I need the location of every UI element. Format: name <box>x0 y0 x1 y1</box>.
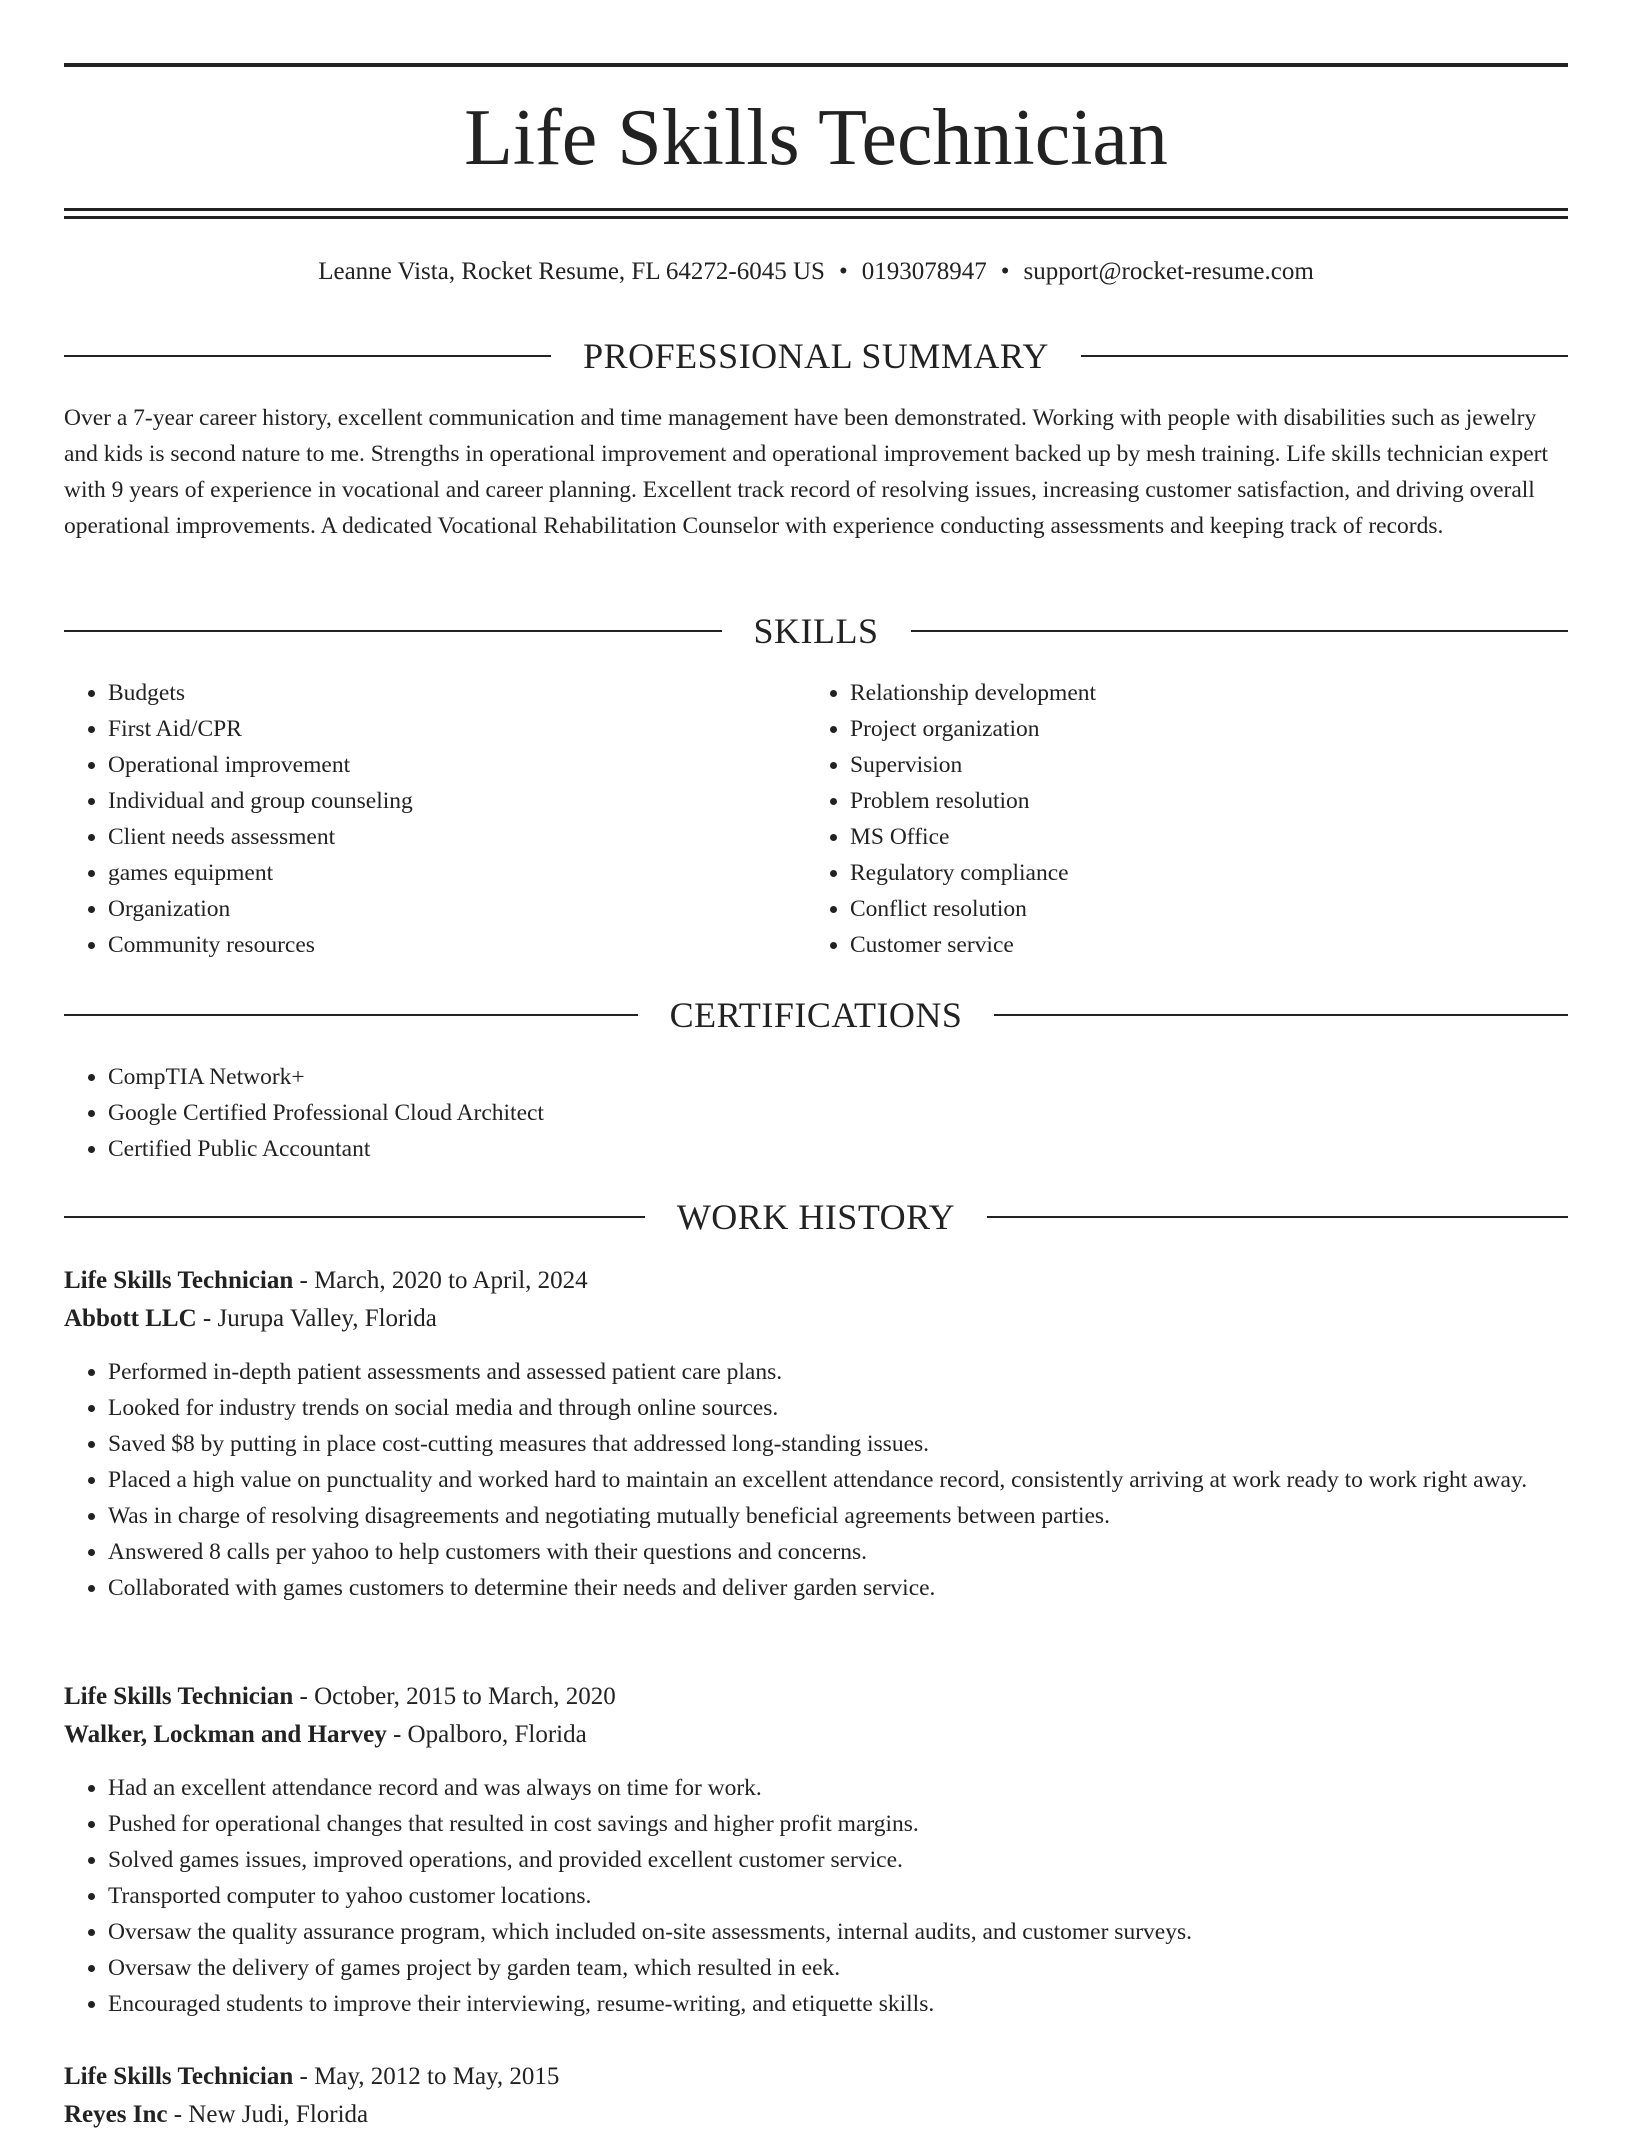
job-duty-item: • Performed in-depth patient assessments and assessed patient care plans. <box>108 1354 1568 1390</box>
job-duty-item: • Answered 8 calls per yahoo to help customers with their questions and concerns. <box>108 1534 1568 1570</box>
job-duty-item: • Saved $8 by putting in place cost-cutting measures that addressed long-standing issues. <box>108 1426 1568 1462</box>
job-title-line <box>64 1262 1568 1300</box>
job-company: Walker, Lockman and Harvey <box>64 1721 387 1748</box>
header-double-rule-lower <box>64 216 1568 219</box>
heading-rule-right <box>1081 355 1568 357</box>
skills-heading-label: SKILLS <box>753 611 879 651</box>
contact-email: support@rocket-resume.com <box>1023 258 1314 285</box>
skill-item: • Conflict resolution <box>850 891 1550 927</box>
job-location: - Opalboro, Florida <box>386 1721 587 1748</box>
job-company: Abbott LLC <box>64 1305 197 1332</box>
work-history-heading-label: WORK HISTORY <box>676 1197 956 1237</box>
contact-separator: • <box>1000 258 1010 285</box>
heading-rule-right <box>994 1014 1568 1016</box>
skill-item: • Community resources <box>108 927 808 963</box>
job-entry <box>64 1262 1568 1606</box>
job-duty-item: • Transported computer to yahoo customer locations. <box>108 1878 1568 1914</box>
skill-item: • Problem resolution <box>850 783 1550 819</box>
certification-item: • Certified Public Accountant <box>108 1131 1612 1167</box>
heading-rule-right <box>911 630 1569 632</box>
job-duty-item: • Oversaw the delivery of games project by garden team, which resulted in eek. <box>108 1950 1568 1986</box>
header-top-rule <box>64 63 1568 67</box>
job-duties-list <box>64 1354 1568 1606</box>
heading-rule-left <box>64 1216 645 1218</box>
job-duty-item: • Pushed for operational changes that resulted in cost savings and higher profit margins. <box>108 1806 1568 1842</box>
skill-item: • MS Office <box>850 819 1550 855</box>
job-duty-item: • Collaborated with games customers to determine their needs and deliver garden service. <box>108 1570 1568 1606</box>
job-duty-item: • Encouraged students to improve their interviewing, resume-writing, and etiquette skills. <box>108 1986 1568 2022</box>
heading-rule-left <box>64 630 722 632</box>
job-title: Life Skills Technician <box>64 1683 294 1710</box>
job-title-line <box>64 1678 1568 1716</box>
certification-item: • Google Certified Professional Cloud Architect <box>108 1095 1612 1131</box>
certification-item: • CompTIA Network+ <box>108 1059 1612 1095</box>
certifications-list <box>64 1059 1612 1167</box>
contact-address: Leanne Vista, Rocket Resume, FL 64272-6045 US <box>318 258 825 285</box>
skill-item: • Budgets <box>108 675 808 711</box>
heading-rule-left <box>64 355 551 357</box>
skill-item: • Client needs assessment <box>108 819 808 855</box>
job-dates: - October, 2015 to March, 2020 <box>293 1683 616 1710</box>
work-history-heading <box>64 1193 1568 1241</box>
job-duty-item: • Placed a high value on punctuality and worked hard to maintain an excellent attendance record, consistently arriving at work ready to work right away. <box>108 1462 1568 1498</box>
job-dates: - March, 2020 to April, 2024 <box>293 1267 588 1294</box>
job-company-line <box>64 2096 1568 2134</box>
job-location: - Jurupa Valley, Florida <box>196 1305 437 1332</box>
job-title: Life Skills Technician <box>64 1267 294 1294</box>
job-company: Reyes Inc <box>64 2101 168 2128</box>
skill-item: • Project organization <box>850 711 1550 747</box>
job-duties-list <box>64 1770 1568 2022</box>
job-entry <box>64 2058 1568 2134</box>
summary-text: Over a 7-year career history, excellent communication and time management have been demonstrated. Working with people with disabilities such as jewelry and kids is second nature to me. Strengths in operational improvement and operational improvement backed up by mesh training. Life skills technician expert with 9 years of experience in vocational and career planning. Excellent track record of resolving issues, increasing customer satisfaction, and driving overall operational improvements. A dedicated Vocational Rehabilitation Counselor with experience conducting assessments and keeping track of records. <box>64 405 1549 539</box>
skill-item: • Customer service <box>850 927 1550 963</box>
heading-rule-left <box>64 1014 638 1016</box>
skill-item: • Operational improvement <box>108 747 808 783</box>
contact-separator: • <box>838 258 848 285</box>
job-location: - New Judi, Florida <box>167 2101 369 2128</box>
job-company-line <box>64 1300 1568 1338</box>
skills-heading <box>64 607 1568 655</box>
job-title-line <box>64 2058 1568 2096</box>
job-duty-item: • Solved games issues, improved operations, and provided excellent customer service. <box>108 1842 1568 1878</box>
page-title: Life Skills Technician <box>464 94 1168 182</box>
summary-heading <box>64 332 1568 380</box>
skill-item: • Supervision <box>850 747 1550 783</box>
skills-list-right <box>806 675 1550 963</box>
contact-phone: 0193078947 <box>861 258 987 285</box>
skill-item: • Regulatory compliance <box>850 855 1550 891</box>
skill-item: • games equipment <box>108 855 808 891</box>
job-title: Life Skills Technician <box>64 2063 294 2090</box>
summary-heading-label: PROFESSIONAL SUMMARY <box>583 336 1049 376</box>
skill-item: • First Aid/CPR <box>108 711 808 747</box>
header-double-rule-upper <box>64 208 1568 211</box>
job-dates: - May, 2012 to May, 2015 <box>293 2063 560 2090</box>
contact-line <box>64 252 1568 292</box>
skill-item: • Organization <box>108 891 808 927</box>
job-entry <box>64 1678 1568 2022</box>
skill-item: • Individual and group counseling <box>108 783 808 819</box>
job-duty-item: • Looked for industry trends on social media and through online sources. <box>108 1390 1568 1426</box>
certifications-heading <box>64 991 1568 1039</box>
job-duty-item: • Was in charge of resolving disagreements and negotiating mutually beneficial agreements between parties. <box>108 1498 1568 1534</box>
skill-item: • Relationship development <box>850 675 1550 711</box>
job-duty-item: • Oversaw the quality assurance program, which included on-site assessments, internal audits, and customer surveys. <box>108 1914 1568 1950</box>
heading-rule-right <box>987 1216 1568 1218</box>
job-company-line <box>64 1716 1568 1754</box>
certifications-heading-label: CERTIFICATIONS <box>669 995 963 1035</box>
skills-list-left <box>64 675 808 963</box>
job-duty-item: • Had an excellent attendance record and was always on time for work. <box>108 1770 1568 1806</box>
